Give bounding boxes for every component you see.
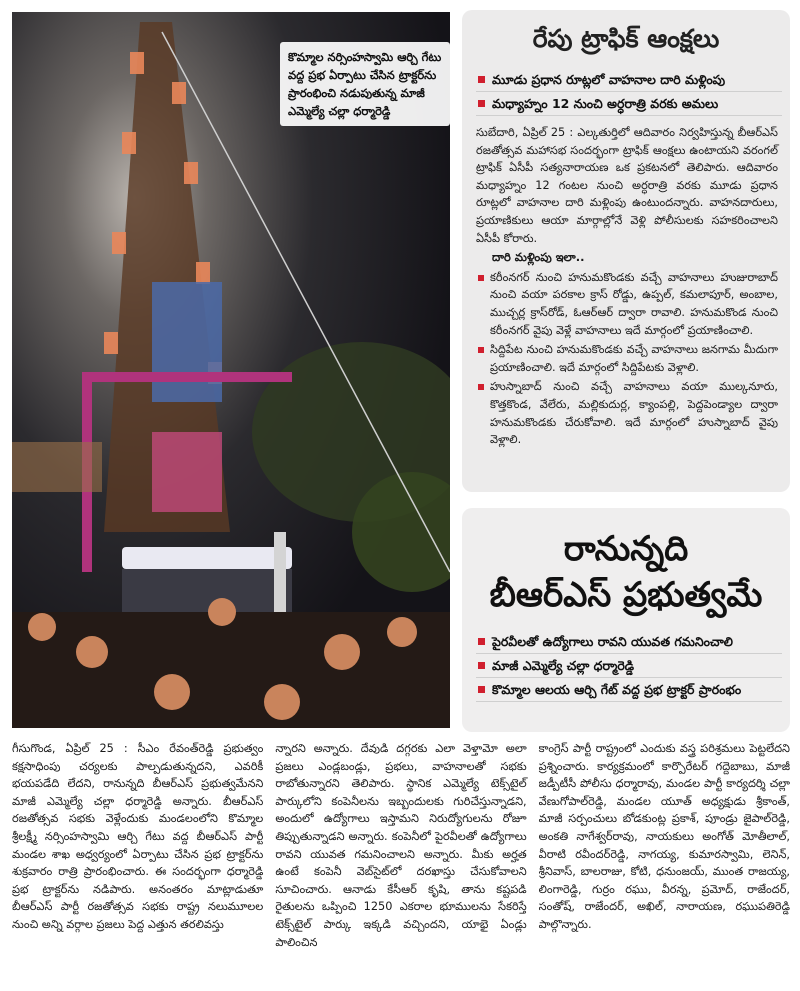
traffic-restrictions-box	[462, 10, 790, 492]
brs-subhead: పైరవీలతో ఉద్యోగాలు రావని యువత గమనించాలి	[476, 630, 782, 654]
traffic-headline: రేపు ట్రాఫిక్ ఆంక్షలు	[532, 24, 720, 53]
route-item: సిద్దిపేట నుంచి హనుమకొండకు వచ్చే వాహనాలు జనగామ మీదుగా ప్రయాణించాలి. ఇదే మార్గంలో సిద్దిపేటకు వెళ్లాలి.	[476, 341, 778, 376]
route-heading: దారి మళ్లింపు ఇలా..	[492, 250, 585, 265]
route-list	[476, 269, 778, 449]
brs-headline-line2: బీఆర్ఎస్ ప్రభుత్వమే	[489, 575, 763, 615]
traffic-subhead: మూడు ప్రధాన రూట్లలో వాహనాల దారి మళ్లింపు	[476, 68, 782, 92]
traffic-subheads	[462, 68, 790, 116]
brs-headline-box	[462, 508, 790, 732]
traffic-intro: సుబేదారి, ఏప్రిల్ 25 : ఎల్కతుర్తిలో ఆదివారం నిర్వహిస్తున్న బీఆర్ఎస్ రజతోత్సవ మహాసభ సందర్భంగా ట్రాఫిక్ ఆంక్షలు ఉంటాయని వరంగల్ ట్రాఫిక్ ఏసీపీ సత్యనారాయణ ఒక ప్రకటనలో తెలిపారు. ఆదివారం మధ్యాహ్నం 12 గంటల నుంచి అర్ధరాత్రి వరకు మూడు ప్రధాన రూట్లలో వాహనాల దారి మళ్లింపు ఉంటుందన్నారు. వాహనదారులు, ప్రయాణికులు ఆయా మార్గాల్లోనే వెళ్లి పోలీసులకు సహకరించాలని ఏసీపీ కోరారు.	[476, 126, 778, 245]
news-photo	[12, 12, 450, 728]
route-item: హుస్నాబాద్ నుంచి వచ్చే వాహనాలు వయా ముల్కనూరు, కొత్తకొండ, వేలేరు, మల్లికుదుర్ల, క్యాంపల్లి, పెద్దపెండ్యాల ద్వారా హనుమకొండకు చేరుకోవాలి. ఇదే మార్గంలో హుస్నాబాద్ వైపు వెళ్లాలి.	[476, 378, 778, 448]
brs-subheads	[462, 630, 790, 702]
brs-subhead: కొమ్మాల ఆలయ ఆర్చి గేట్ వద్ద ప్రభ ట్రాక్టర్ ప్రారంభం	[476, 678, 782, 702]
brs-subhead: మాజీ ఎమ్మెల్యే చల్లా ధర్మారెడ్డి	[476, 654, 782, 678]
traffic-subhead: మధ్యాహ్నం 12 నుంచి అర్ధరాత్రి వరకు అమలు	[476, 92, 782, 116]
article-body	[12, 740, 790, 982]
article-column-1: గీసుగొండ, ఏప్రిల్ 25 : సీఎం రేవంత్‌రెడ్డి ప్రభుత్వం కక్షసాధింపు చర్యలకు పాల్పడుతున్నదని, ఎవరికీ భయపడేది లేదని, రానున్నది బీఆర్ఎస్ ప్రభుత్వమేనని మాజీ ఎమ్మెల్యే చల్లా ధర్మారెడ్డి అన్నారు. బీఆర్ఎస్ రజతోత్సవ సభకు వెళ్లేందుకు మండలంలోని కొమ్మాల శ్రీలక్ష్మీ నర్సింహస్వామి ఆర్చి గేటు వద్ద బీఆర్ఎస్ పార్టీ మండల శాఖ అధ్వర్యంలో ఏర్పాటు చేసిన ప్రభ ట్రాక్టర్‌ను శుక్రవారం రాత్రి ప్రారంభించారు. ఈ సందర్భంగా ధర్మారెడ్డి ప్రభ ట్రాక్టర్‌ను నడిపారు. అనంతరం మాట్లాడుతూ బీఆర్ఎస్ పార్టీ రజతోత్సవ సభకు రాష్ట్ర నలుమూలల నుంచి అన్ని వర్గాల ప్రజలు పెద్ద ఎత్తున తరలివస్తు	[12, 742, 264, 931]
article-column-3: కాంగ్రెస్ పార్టీ రాష్ట్రంలో ఎందుకు వస్త్ర పరిశ్రమలు పెట్టలేదని ప్రశ్నించారు. కార్యక్రమంలో కార్పొరేటర్ గద్దెబాబు, మాజీ జడ్పీటీసీ పోలీసు ధర్మారావు, మండల పార్టీ కార్యదర్శి చల్లా వేణుగోపాల్‌రెడ్డి, మండల యూత్ అధ్యక్షుడు శ్రీకాంత్, మాజీ సర్పంచులు బోడకుంట్ల ప్రకాశ్, పూండ్రు జైపాల్‌రెడ్డి, అంకతి నాగేశ్వర్‌రావు, నాయకులు అంగోత్ మోతీలాల్, వీరాటి రవీందర్‌రెడ్డి, నాగయ్య, కుమారస్వామి, లెనిన్, శ్రీనివాస్, బాలరాజు, కోటి, ధనుంజయ్, ముంత రాజయ్య, లింగారెడ్డి, గుర్రం రఘు, వీరన్న, ప్రమోద్, రాజేందర్, సంతోష్, రాజేందర్, అఖిల్, నారాయణ, రఘుపతిరెడ్డి పాల్గొన్నారు.	[538, 742, 790, 931]
brs-headline-line1: రానున్నది	[563, 529, 689, 569]
route-item: కరీంనగర్ నుంచి హనుమకొండకు వచ్చే వాహనాలు హుజురాబాద్ నుంచి వయా పరకాల క్రాస్ రోడ్డు, ఉప్పల్, కమలాపూర్, అంబాల, ముచ్చర్ల క్రాస్‌రోడ్, ఓఆర్ఆర్ ద్వారా రావాలి. హనుమకొండ నుంచి కరీంనగర్ వైపు వెళ్లే వాహనాలు ఇదే మార్గంలో ప్రయాణించాలి.	[476, 269, 778, 339]
article-column-2: న్నారని అన్నారు. దేవుడి దగ్గరకు ఎలా వెళ్తామో అలా ప్రజలు ఎండ్లబండ్లు, ప్రభలు, వాహనాలతో సభకు రాబోతున్నారని తెలిపారు. స్థానిక ఎమ్మెల్యే టెక్స్‌టైల్ పార్కులోని కంపెనీలను ఇబ్బందులకు గురిచేస్తున్నాడని, అందులో ఉద్యోగాలు ఇస్తామని నిరుద్యోగులను రోజూ తిప్పుతున్నాడని అన్నారు. కంపెనీలో పైరవీలతో ఉద్యోగాలు రావని యువత గమనించాలని అన్నారు. మీకు అర్హత ఉంటే కంపెనీ వెబ్‌సైట్‌లో దరఖాస్తు చేసుకోవాలని సూచించారు. ఆనాడు కేసీఆర్ కృషి, తాను కష్టపడి రైతులను ఒప్పించి 1250 ఎకరాల భూములను సేకరిస్తే టెక్స్‌టైల్ పార్కు ఇక్కడి వచ్చిందని, యాభై ఏండ్లు పాలించిన	[275, 742, 527, 949]
photo-caption: కొమ్మాల నర్సింహస్వామి ఆర్చి గేటు వద్ద ప్రభ ఏర్పాటు చేసిన ట్రాక్టర్‌ను ప్రారంభించి నడుపుతున్న మాజీ ఎమ్మెల్యే చల్లా ధర్మారెడ్డి	[280, 42, 450, 126]
